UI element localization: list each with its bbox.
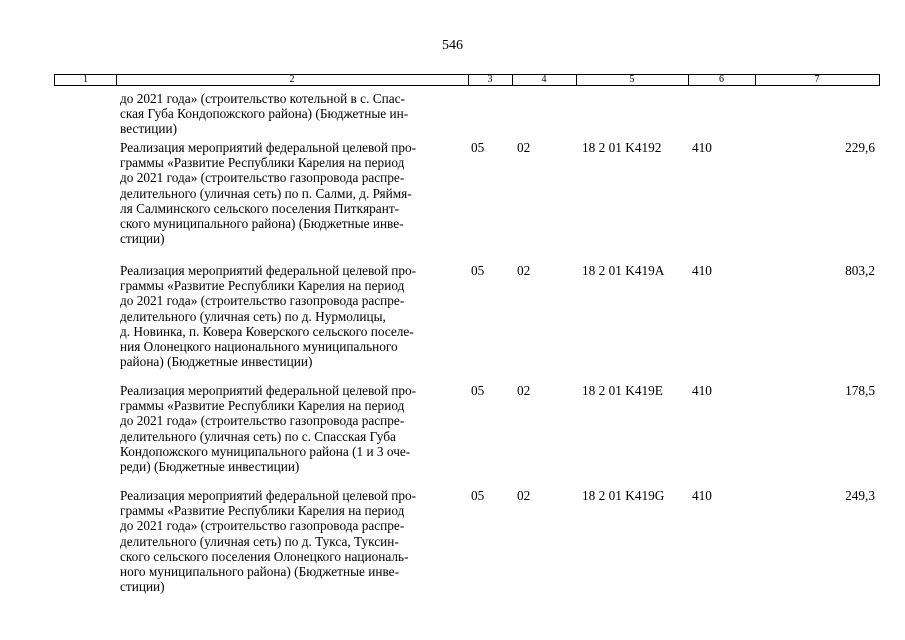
row-description: Реализация мероприятий федеральной целевой про- граммы «Развитие Республики Карелия на период до 2021 года» (строительство газопровода распре- делительного (уличная сеть) по д. Нурмолицы, д. Новинка, п. Ковера Коверского сельского поселе- ния Олонецкого национального муниципального района) (Бюджетные инвестиции) [120,263,417,370]
header-col-4: 4 [512,75,577,85]
table-header-row [54,74,880,86]
row-target-code: 18 2 01 K419E [582,383,663,398]
row-amount: 229,6 [845,140,875,155]
row-section: 05 [471,488,485,503]
header-col-7: 7 [814,74,820,85]
row-description: Реализация мероприятий федеральной целевой про- граммы «Развитие Республики Карелия на период до 2021 года» (строительство газопровода распре- делительного (уличная сеть) по с. Спасская Губа Кондопожского муниципального района (1 и 3 оче- реди) (Бюджетные инвестиции) [120,383,417,475]
row-subsection: 02 [517,263,531,278]
row-section: 05 [471,383,485,398]
page-number: 546 [442,38,463,53]
row-expense-type: 410 [692,488,712,503]
header-col-3: 3 [468,75,513,85]
row-subsection: 02 [517,383,531,398]
row-amount: 249,3 [845,488,875,503]
header-col-6: 6 [688,75,756,85]
row-expense-type: 410 [692,263,712,278]
header-col-1: 1 [55,75,117,85]
row-subsection: 02 [517,140,531,155]
row-description: до 2021 года» (строительство котельной в с. Спас- ская Губа Кондопожского района) (Бюджетные ин- вестиции) [120,91,409,137]
row-target-code: 18 2 01 K419A [582,263,665,278]
header-col-2: 2 [116,75,469,85]
row-section: 05 [471,140,485,155]
row-target-code: 18 2 01 K4192 [582,140,662,155]
row-expense-type: 410 [692,140,712,155]
header-col-5: 5 [576,75,689,85]
row-description: Реализация мероприятий федеральной целевой про- граммы «Развитие Республики Карелия на период до 2021 года» (строительство газопровода распре- делительного (уличная сеть) по п. Салми, д. Ряймя- ля Салминского сельского поселения Питкярант- ского муниципального района) (Бюджетные инве- стиции) [120,140,417,247]
row-description: Реализация мероприятий федеральной целевой про- граммы «Развитие Республики Карелия на период до 2021 года» (строительство газопровода распре- делительного (уличная сеть) по д. Тукса, Туксин- ского сельского поселения Олонецкого националь- ного муниципального района) (Бюджетные инве- стиции) [120,488,417,595]
row-subsection: 02 [517,488,531,503]
row-section: 05 [471,263,485,278]
row-target-code: 18 2 01 K419G [582,488,665,503]
row-amount: 178,5 [845,383,875,398]
row-amount: 803,2 [845,263,875,278]
row-expense-type: 410 [692,383,712,398]
